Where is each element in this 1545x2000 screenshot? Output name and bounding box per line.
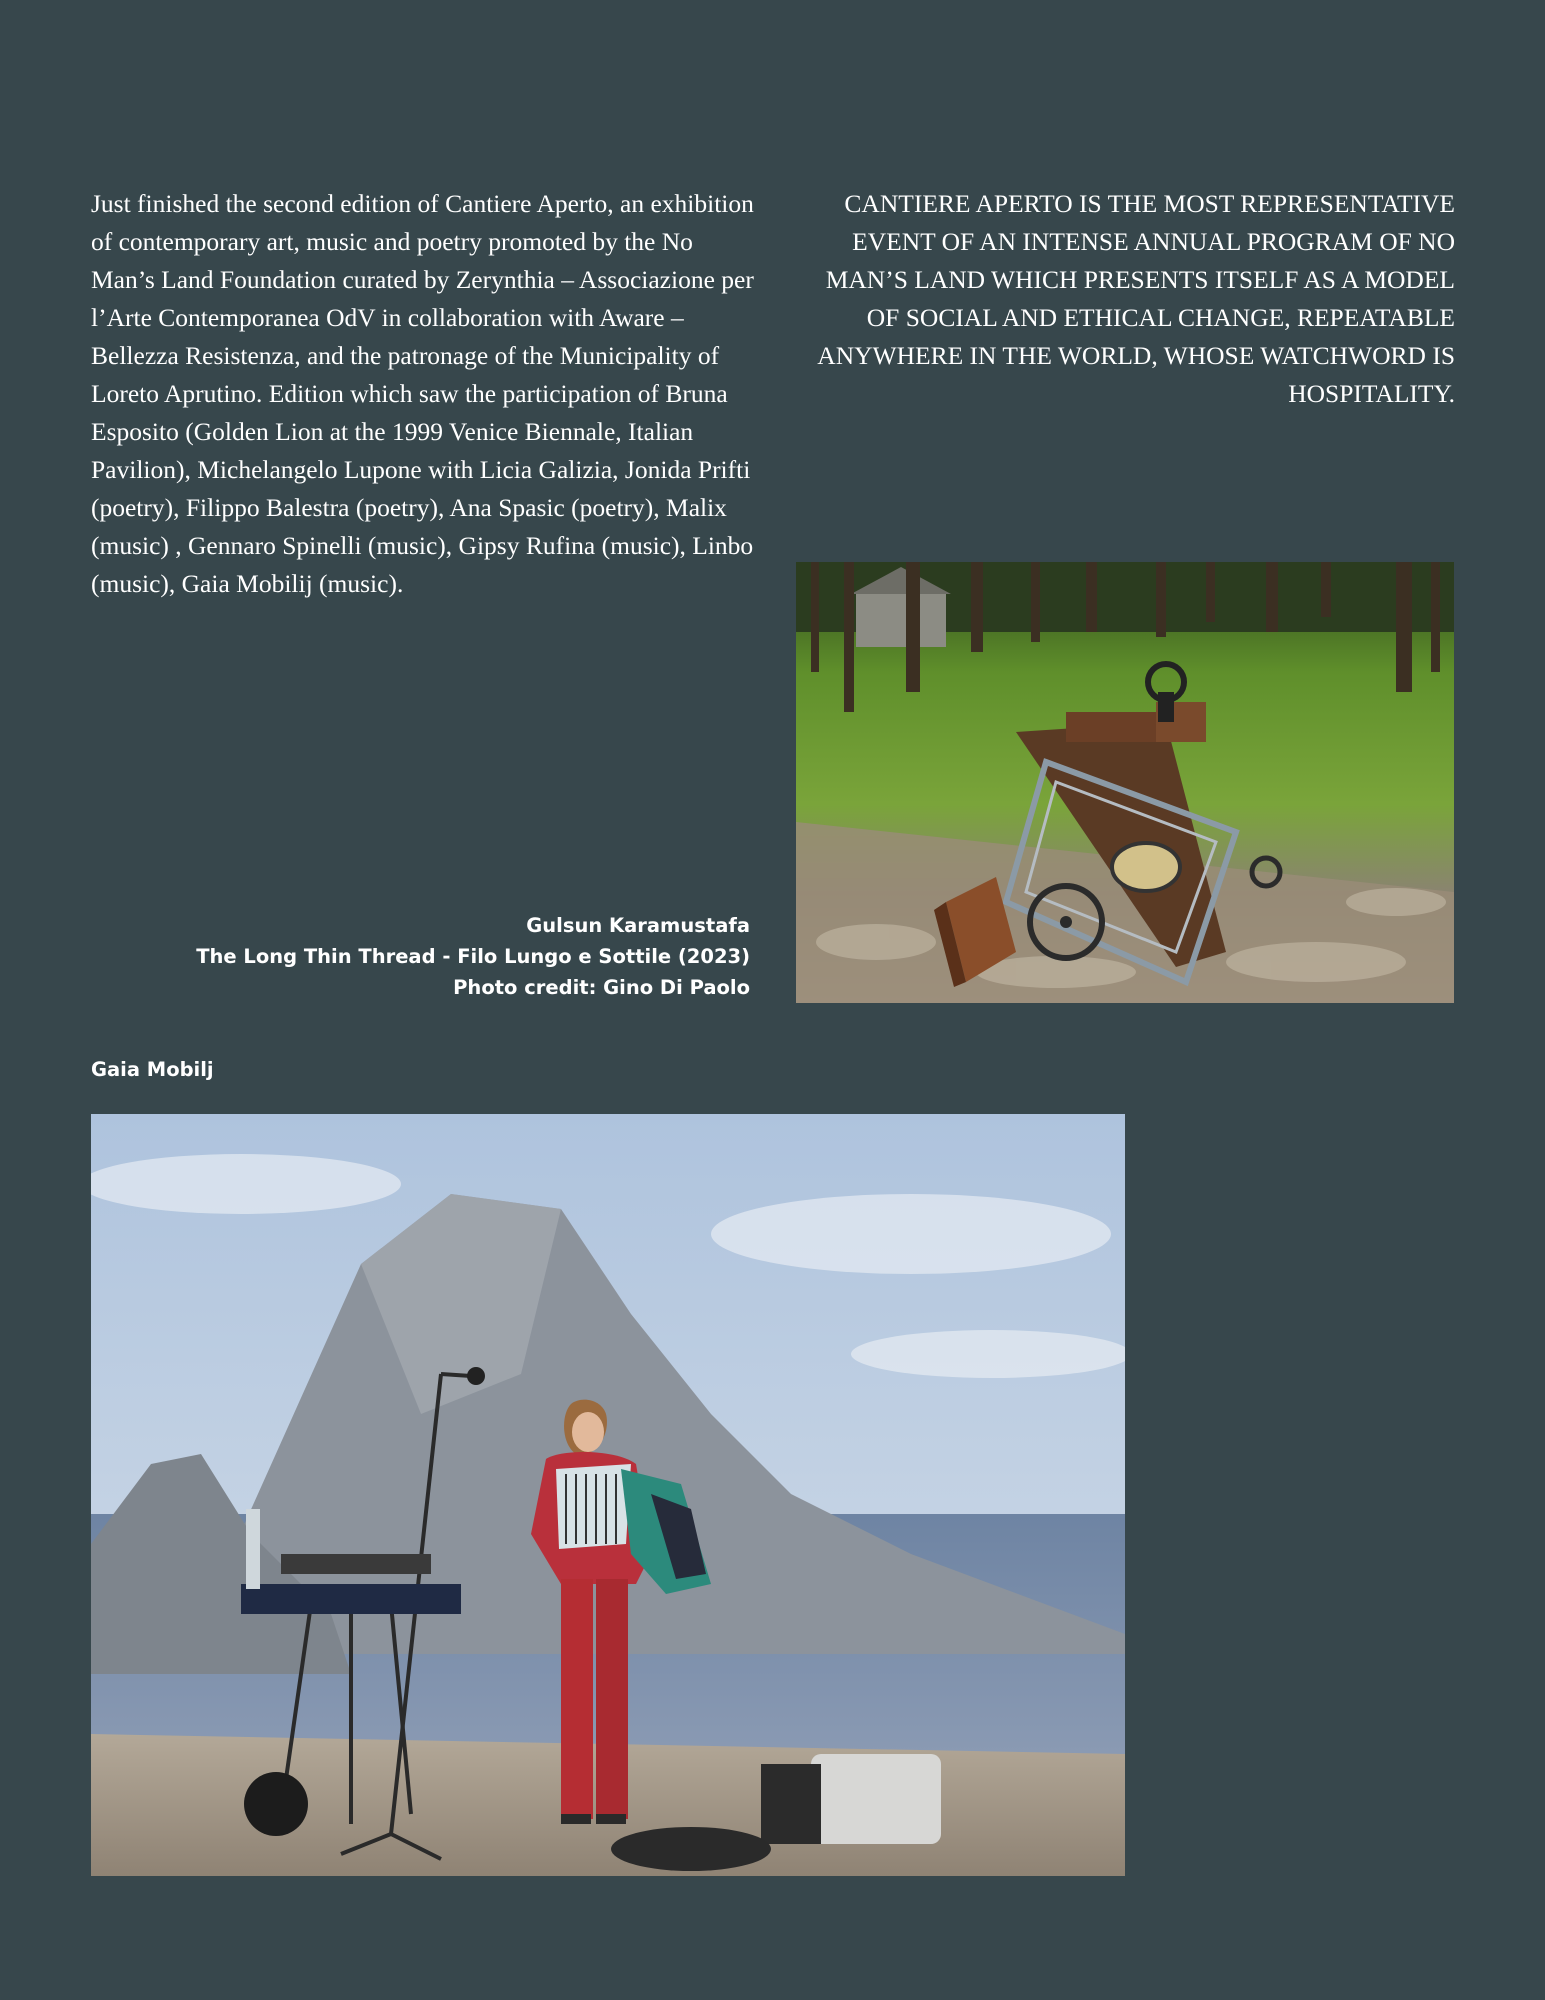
performer-photo — [91, 1114, 1125, 1876]
caption-photo-credit: Photo credit: Gino Di Paolo — [453, 976, 750, 999]
performer-label: Gaia Mobilj — [91, 1058, 214, 1081]
caption-artist: Gulsun Karamustafa — [526, 914, 750, 937]
sculpture-caption — [150, 910, 750, 1003]
sculpture-photo — [796, 562, 1454, 1003]
caption-work-title: The Long Thin Thread - Filo Lungo e Sottile (2023) — [196, 945, 750, 968]
intro-paragraph: Just finished the second edition of Cantiere Aperto, an exhibition of contemporary art, music and poetry promoted by the No Man’s Land Foundation curated by Zerynthia – Associazione per l’Arte Contemporanea OdV in collaboration with Aware – Bellezza Resistenza, and the patronage of the Municipality of Loreto Aprutino. Edition which saw the participation of Bruna Esposito (Golden Lion at the 1999 Venice Biennale, Italian Pavilion), Michelangelo Lupone with Licia Galizia, Jonida Prifti (poetry), Filippo Balestra (poetry), Ana Spasic (poetry), Malix (music) , Gennaro Spinelli (music), Gipsy Rufina (music), Linbo (music), Gaia Mobilij (music). — [91, 189, 754, 598]
statement-paragraph: CANTIERE APERTO IS THE MOST REPRESENTATIVE EVENT OF AN INTENSE ANNUAL PROGRAM OF NO MAN’S LAND WHICH PRESENTS ITSELF AS A MODEL OF SOCIAL AND ETHICAL CHANGE, REPEATABLE ANYWHERE IN THE WORLD, WHOSE WATCHWORD IS HOSPITALITY. — [817, 189, 1455, 408]
